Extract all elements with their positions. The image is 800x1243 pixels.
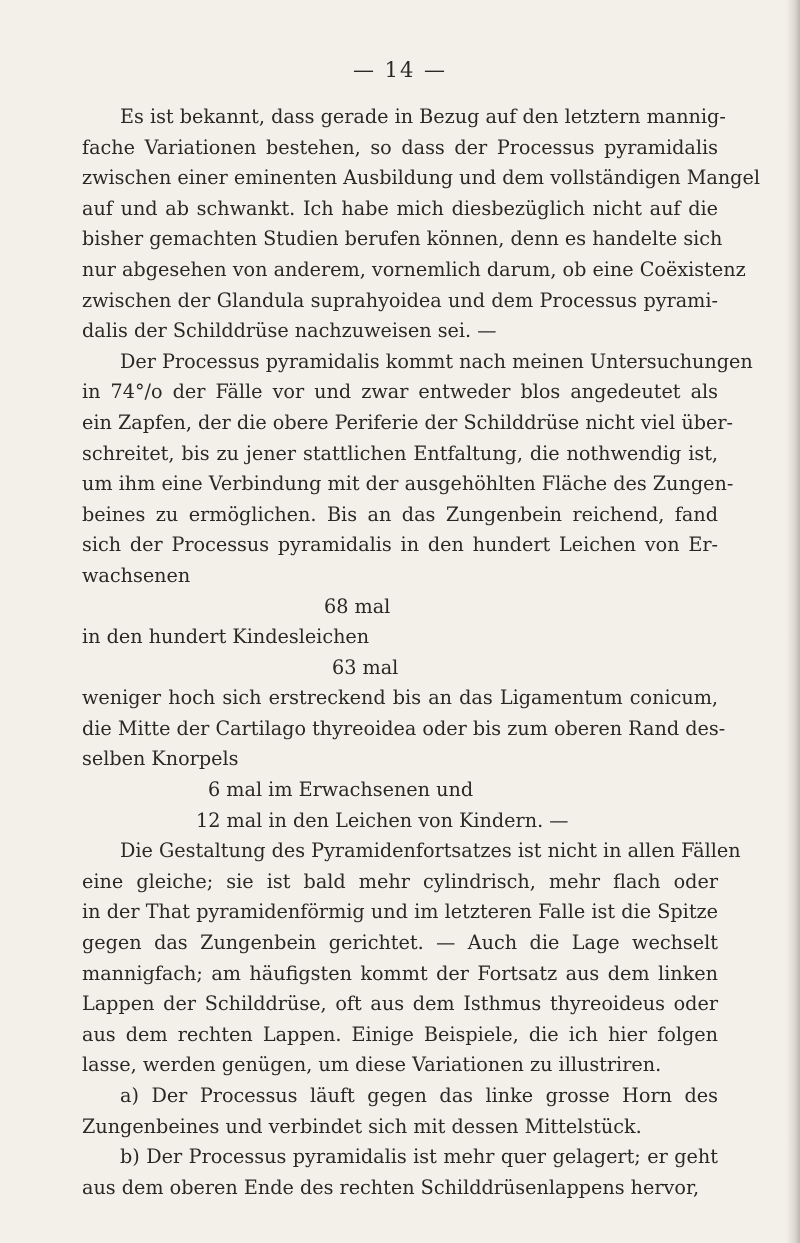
text-line: Der Processus pyramidalis kommt nach meinen Untersuchungen (120, 349, 753, 373)
body-text (82, 102, 760, 1203)
text-line: sich der Processus pyramidalis in den hundert Leichen von Er- (82, 533, 718, 557)
text-line: 6 mal im Erwachsenen und (208, 778, 474, 802)
text-line: Es ist bekannt, dass gerade in Bezug auf den letztern mannig- (120, 105, 726, 128)
text-line: b) Der Processus pyramidalis ist mehr quer gelagert; er geht (120, 1145, 718, 1169)
text-line: dalis der Schilddrüse nachzuweisen sei. — (82, 319, 497, 343)
text-line: weniger hoch sich erstreckend bis an das Ligamentum conicum, (82, 686, 718, 710)
text-line: zwischen der Glandula suprahyoidea und dem Processus pyrami- (82, 288, 718, 312)
text-line: Lappen der Schilddrüse, oft aus dem Isthmus thyreoideus oder (82, 992, 718, 1016)
text-line: 12 mal in den Leichen von Kindern. — (196, 808, 569, 832)
text-line: 63 mal (332, 655, 399, 679)
text-line: lasse, werden genügen, um diese Variationen zu illustriren. (82, 1053, 662, 1077)
text-line: schreitet, bis zu jener stattlichen Entfaltung, die nothwendig ist, (82, 441, 718, 465)
text-line: wachsenen (82, 563, 191, 587)
page-number: — 14 — (352, 58, 448, 82)
text-line: aus dem rechten Lappen. Einige Beispiele, die ich hier folgen (82, 1022, 718, 1046)
text-line: beines zu ermöglichen. Bis an das Zungenbein reichend, fand (82, 502, 718, 526)
text-line: in 74°/o der Fälle vor und zwar entweder blos angedeutet als (82, 380, 718, 404)
text-line: a) Der Processus läuft gegen das linke grosse Horn des (120, 1084, 718, 1107)
text-line: mannigfach; am häufigsten kommt der Fortsatz aus dem linken (82, 961, 718, 985)
text-line: bisher gemachten Studien berufen können, denn es handelte sich (82, 227, 723, 251)
text-line: nur abgesehen von anderem, vornemlich darum, ob eine Coëxistenz (82, 257, 746, 281)
text-line: 68 mal (324, 594, 391, 618)
text-line: um ihm eine Verbindung mit der ausgehöhlten Fläche des Zungen- (82, 472, 734, 496)
page-edge-shadow (786, 0, 800, 1243)
text-line: fache Variationen bestehen, so dass der Processus pyramidalis (82, 135, 718, 159)
text-line: zwischen einer eminenten Ausbildung und dem vollständigen Mangel (82, 166, 760, 190)
text-line: ein Zapfen, der die obere Periferie der Schilddrüse nicht viel über- (82, 410, 733, 434)
text-line: Zungenbeines und verbindet sich mit dessen Mittelstück. (82, 1114, 642, 1138)
text-line: auf und ab schwankt. Ich habe mich diesbezüglich nicht auf die (82, 196, 718, 220)
text-line: gegen das Zungenbein gerichtet. — Auch die Lage wechselt (82, 931, 718, 955)
text-line: in den hundert Kindesleichen (82, 625, 370, 649)
text-line: in der That pyramidenförmig und im letzteren Falle ist die Spitze (82, 900, 718, 924)
text-line: die Mitte der Cartilago thyreoidea oder bis zum oberen Rand des- (82, 716, 726, 740)
text-line: Die Gestaltung des Pyramidenfortsatzes ist nicht in allen Fällen (120, 839, 741, 863)
text-line: eine gleiche; sie ist bald mehr cylindrisch, mehr flach oder (82, 869, 718, 893)
text-line: aus dem oberen Ende des rechten Schilddrüsenlappens hervor, (82, 1175, 700, 1199)
text-line: selben Knorpels (82, 747, 239, 771)
